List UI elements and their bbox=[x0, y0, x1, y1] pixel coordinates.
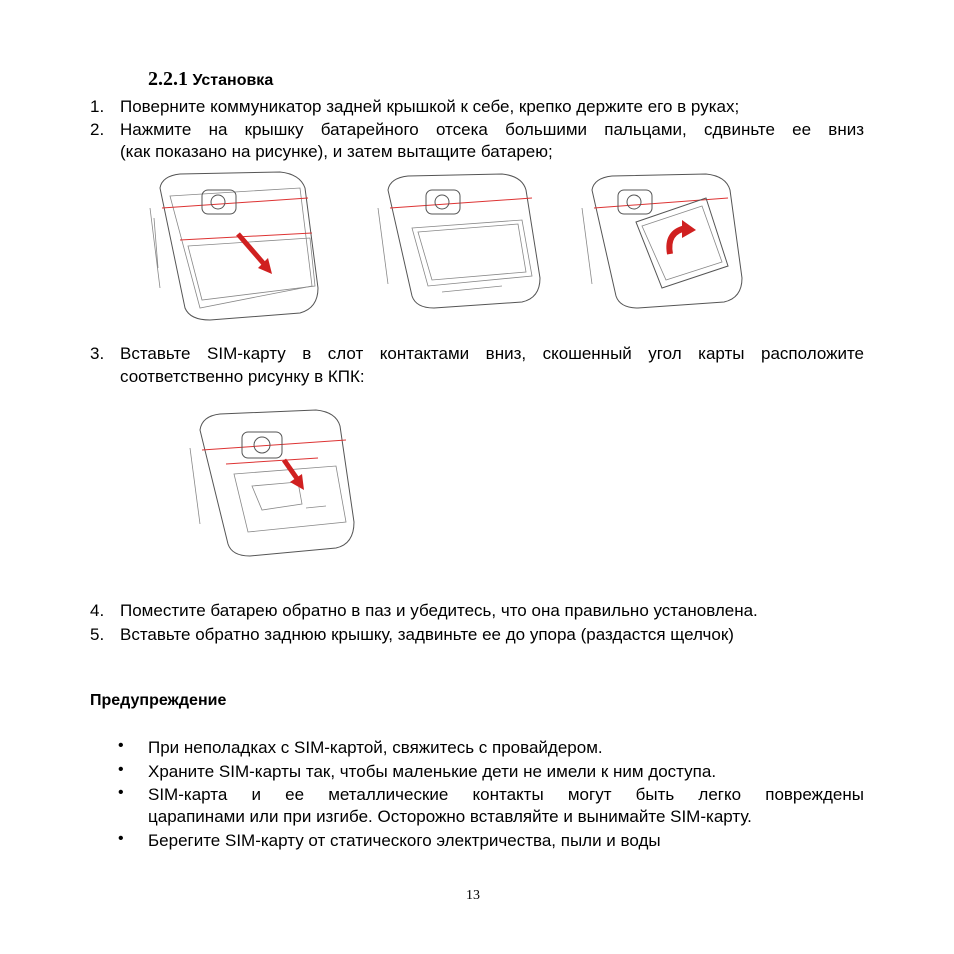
phone-outline bbox=[378, 174, 540, 308]
phone-outline bbox=[582, 174, 742, 308]
red-arrow-sim bbox=[284, 460, 304, 490]
step-1-text: Поверните коммуникатор задней крышкой к себе, крепко держите его в руках; bbox=[120, 97, 740, 116]
step-2-line-2: (как показано на рисунке), и затем вытащите батарею; bbox=[120, 142, 553, 161]
phone-sim-insert-illustration bbox=[186, 404, 366, 564]
page-number: 13 bbox=[466, 888, 480, 903]
warning-item-3-line-2: царапинами или при изгибе. Осторожно вставляйте и вынимайте SIM-карту. bbox=[148, 807, 752, 826]
step-3-line-1: Вставьте SIM-карту в слот контактами вниз, скошенный угол карты расположите bbox=[120, 344, 864, 363]
warning-bullet-2: • bbox=[118, 761, 124, 778]
warning-title: Предупреждение bbox=[90, 692, 227, 709]
warning-item-2: Храните SIM-карты так, чтобы маленькие дети не имели к ним доступа. bbox=[148, 762, 717, 781]
section-title: Установка bbox=[192, 72, 274, 89]
warning-bullet-1: • bbox=[118, 737, 124, 754]
section-heading bbox=[148, 68, 273, 91]
step-1-number: 1. bbox=[90, 97, 105, 116]
warning-bullet-4: • bbox=[118, 830, 124, 847]
warning-bullet-3: • bbox=[118, 784, 124, 801]
red-curved-arrow bbox=[669, 220, 696, 254]
step-4-number: 4. bbox=[90, 601, 105, 620]
step-2-number: 2. bbox=[90, 120, 105, 139]
warning-item-3-line-1: SIM-карта и ее металлические контакты могут быть легко повреждены bbox=[148, 785, 864, 804]
step-4-text: Поместите батарею обратно в паз и убедитесь, что она правильно установлена. bbox=[120, 601, 758, 620]
phone-cover-slide-illustration bbox=[140, 168, 330, 328]
warning-item-4: Берегите SIM-карту от статического электричества, пыли и воды bbox=[148, 831, 661, 850]
step-2-line-1: Нажмите на крышку батарейного отсека большими пальцами, сдвиньте ее вниз bbox=[120, 120, 864, 139]
step-3-line-2: соответственно рисунку в КПК: bbox=[120, 367, 365, 386]
step-5-number: 5. bbox=[90, 625, 105, 644]
step-3-number: 3. bbox=[90, 344, 105, 363]
red-arrow-down bbox=[238, 234, 272, 274]
warning-item-1: При неполадках с SIM-картой, свяжитесь с провайдером. bbox=[148, 738, 603, 757]
phone-outline bbox=[190, 410, 354, 556]
phone-open-battery-illustration bbox=[372, 168, 552, 318]
step-5-text: Вставьте обратно заднюю крышку, задвиньте ее до упора (раздастся щелчок) bbox=[120, 625, 734, 644]
phone-outline bbox=[150, 172, 318, 320]
section-number: 2.2.1 bbox=[148, 68, 188, 90]
phone-remove-cover-illustration bbox=[578, 168, 758, 318]
